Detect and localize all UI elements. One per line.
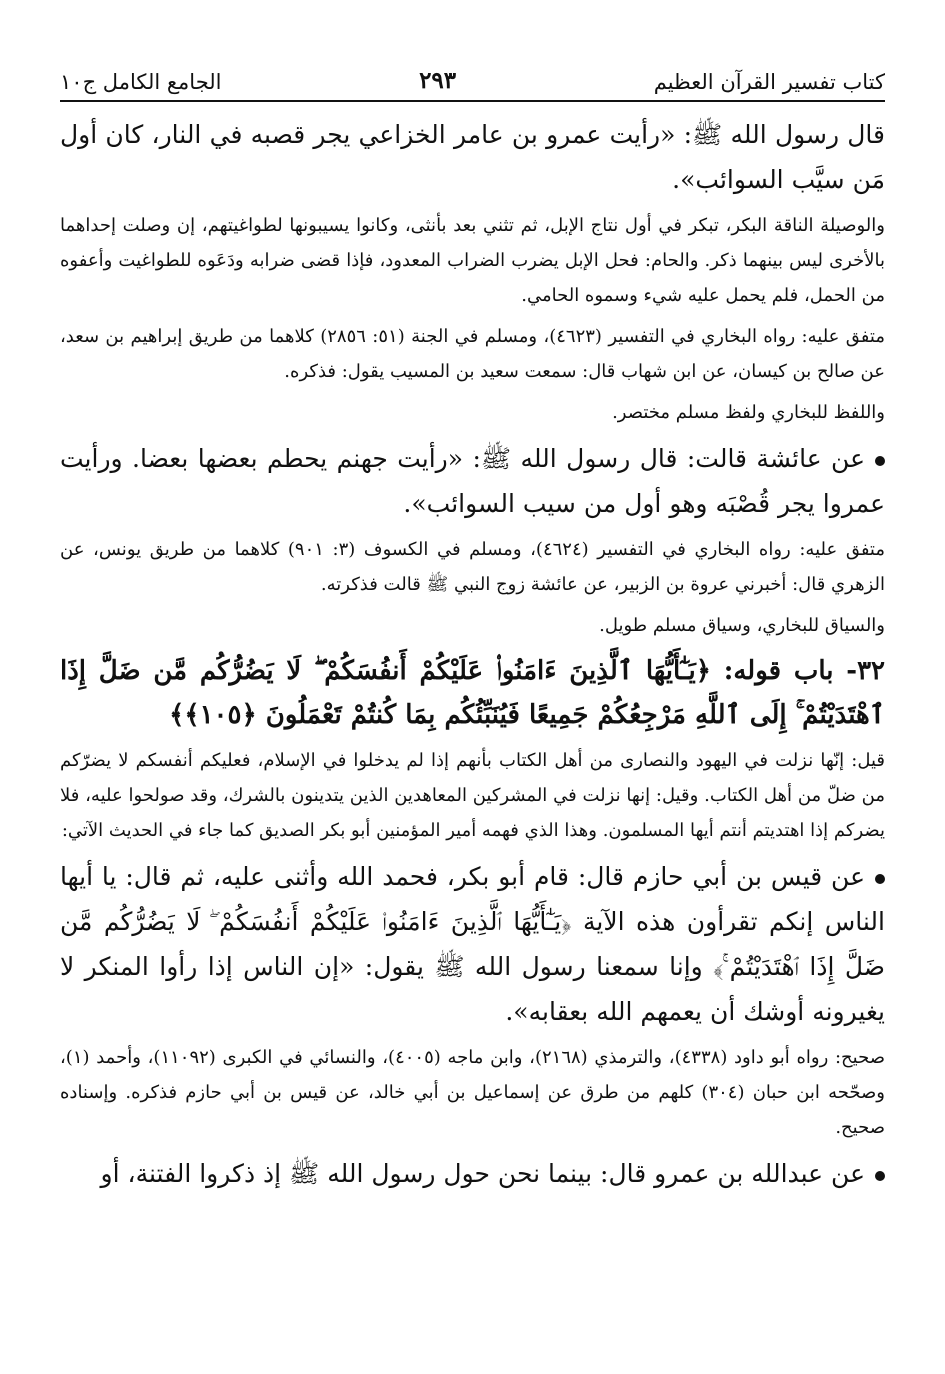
paragraph-text: والوصيلة الناقة البكر، تبكر في أول نتاج الإبل، ثم تثني بعد بأنثى، وكانوا يسيبونها لطواغيتهم، إن وصلت إحداهما بالأخرى ليس بينهما ذكر. والحام: فحل الإبل يضرب الضراب المعدود، فإذا قضى ضرابه ودَعَوه للطواغيت وأعفوه من الحمل، فلم يحمل عليه شيء وسموه الحامي.: [60, 215, 885, 306]
paragraph-text: ٣٢- باب قوله: ﴿يَـٰٓأَيُّهَا ٱلَّذِينَ ءَامَنُوا۟ عَلَيْكُمْ أَنفُسَكُمْ ۖ لَا يَضُرُّكُم مَّن ضَلَّ إِذَا ٱهْتَدَيْتُمْ ۚ إِلَى ٱللَّهِ مَرْجِعُكُمْ جَمِيعًا فَيُنَبِّئُكُم بِمَا كُنتُمْ تَعْمَلُونَ ﴿١٠٥﴾﴾: [60, 656, 885, 730]
chapter-heading: [60, 649, 885, 737]
bullet-icon: [875, 1171, 885, 1181]
page-body: [60, 102, 885, 1196]
running-header: [60, 56, 885, 102]
commentary-paragraph: [60, 208, 885, 313]
commentary-paragraph: [60, 1040, 885, 1145]
paragraph-text: عن عبدالله بن عمرو قال: بينما نحن حول رسول الله ﷺ إذ ذكروا الفتنة، أو: [100, 1159, 865, 1188]
commentary-paragraph: [60, 743, 885, 848]
volume-label: الجامع الكامل ج١٠: [60, 70, 222, 94]
commentary-paragraph: [60, 608, 885, 643]
commentary-paragraph: [60, 395, 885, 430]
paragraph-text: عن قيس بن أبي حازم قال: قام أبو بكر، فحمد الله وأثنى عليه، ثم قال: يا أيها الناس إنكم تقرأون هذه الآية ﴿يَـٰٓأَيُّهَا ٱلَّذِينَ ءَامَنُوا۟ عَلَيْكُمْ أَنفُسَكُمْ ۖ لَا يَضُرُّكُم مَّن ضَلَّ إِذَا ٱهْتَدَيْتُمْ ۚ﴾ وإنا سمعنا رسول الله ﷺ يقول: «إن الناس إذا رأوا المنكر لا يغيرونه أوشك أن يعمهم الله بعقابه».: [60, 862, 885, 1026]
page-number: ٢٩٣: [419, 67, 457, 94]
paragraph-text: متفق عليه: رواه البخاري في التفسير (٤٦٢٤)، ومسلم في الكسوف (٣: ٩٠١) كلاهما من طريق يونس، عن الزهري قال: أخبرني عروة بن الزبير، عن عائشة زوج النبي ﷺ قالت فذكرته.: [60, 539, 886, 595]
bullet-icon: [875, 456, 885, 466]
paragraph-text: قيل: إنّها نزلت في اليهود والنصارى من أهل الكتاب بأنهم إذا لم يدخلوا في الإسلام، فعليكم أنفسكم لا يضرّكم من ضلّ من أهل الكتاب. وقيل: إنها نزلت في المشركين المعاهدين الذين يتدينون بالشرك، وقد صولحوا عليه، فلا يضركم إذا اهتديتم أنتم أيها المسلمون. وهذا الذي فهمه أمير المؤمنين أبو بكر الصديق كما جاء في الحديث الآتي:: [60, 750, 885, 841]
hadith-paragraph: [60, 854, 885, 1034]
paragraph-text: والسياق للبخاري، وسياق مسلم طويل.: [599, 615, 885, 636]
paragraph-text: واللفظ للبخاري ولفظ مسلم مختصر.: [612, 402, 885, 423]
paragraph-text: قال رسول الله ﷺ: «رأيت عمرو بن عامر الخزاعي يجر قصبه في النار، كان أول مَن سيَّب السوائب».: [60, 120, 885, 194]
book-title: كتاب تفسير القرآن العظيم: [653, 70, 885, 94]
bullet-icon: [875, 874, 885, 884]
hadith-paragraph: [60, 1151, 885, 1196]
hadith-paragraph: [60, 436, 885, 526]
hadith-paragraph: [60, 112, 885, 202]
paragraph-text: صحيح: رواه أبو داود (٤٣٣٨)، والترمذي (٢١٦٨)، وابن ماجه (٤٠٠٥)، والنسائي في الكبرى (١١٠٩٢)، وأحمد (١)، وصحّحه ابن حبان (٣٠٤) كلهم من طرق عن إسماعيل بن أبي خالد، عن قيس بن أبي حازم فذكره. وإسناده صحيح.: [60, 1047, 885, 1138]
commentary-paragraph: [60, 532, 885, 602]
paragraph-text: عن عائشة قالت: قال رسول الله ﷺ: «رأيت جهنم يحطم بعضها بعضا. ورأيت عمروا يجر قُصْبَه وهو أول من سيب السوائب».: [60, 444, 885, 518]
commentary-paragraph: [60, 319, 885, 389]
paragraph-text: متفق عليه: رواه البخاري في التفسير (٤٦٢٣)، ومسلم في الجنة (٥١: ٢٨٥٦) كلاهما من طريق إبراهيم بن سعد، عن صالح بن كيسان، عن ابن شهاب قال: سمعت سعيد بن المسيب يقول: فذكره.: [60, 326, 885, 382]
